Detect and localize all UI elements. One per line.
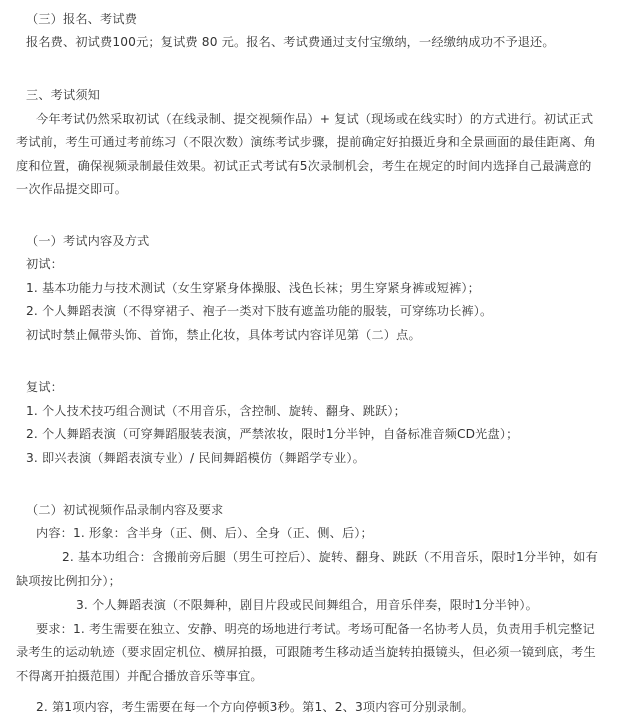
list-item: 2. 个人舞蹈表演（可穿舞蹈服装表演，严禁浓妆，限时1分半钟，自备标准音频CD光盘）； <box>26 427 519 441</box>
requirement-line: 不得离开拍摄范围）并配合播放音乐等事宜。 <box>16 669 263 683</box>
subheading-video-requirements: （二）初试视频作品录制内容及要求 <box>26 503 224 517</box>
requirement-line: 2. 第1项内容，考生需要在每一个方向停顿3秒。第1、2、3项内容可分别录制。 <box>36 700 474 714</box>
section-heading-fees: （三）报名、考试费 <box>26 12 138 26</box>
section-heading-exam-notice: 三、考试须知 <box>26 88 101 102</box>
fee-paragraph: 报名费、初试费100元；复试费 80 元。报名、考试费通过支付宝缴纳，一经缴纳成功不予退还。 <box>26 35 555 49</box>
content-line: 内容：1. 形象：含半身（正、侧、后）、全身（正、侧、后）； <box>36 526 373 540</box>
content-line: 3. 个人舞蹈表演（不限舞种，剧目片段或民间舞组合，用音乐伴奏，限时1分半钟）。 <box>76 598 538 612</box>
label-retest: 复试： <box>26 380 64 394</box>
paragraph-line: 今年考试仍然采取初试（在线录制、提交视频作品）+ 复试（现场或在线实时）的方式进行。初试正式 <box>36 112 594 126</box>
paragraph-line: 度和位置，确保视频录制最佳效果。初试正式考试有5次录制机会，考生在规定的时间内选择自己最满意的 <box>16 159 592 173</box>
requirement-line: 录考生的运动轨迹（要求固定机位、横屏拍摄，可跟随考生移动适当旋转拍摄镜头，但必须一镜到底，考生 <box>16 645 596 659</box>
note-line: 初试时禁止佩带头饰、首饰，禁止化妆，具体考试内容详见第（二）点。 <box>26 328 421 342</box>
label-preliminary: 初试： <box>26 257 64 271</box>
list-item: 3. 即兴表演（舞蹈表演专业）/ 民间舞蹈模仿（舞蹈学专业）。 <box>26 451 365 465</box>
list-item: 1. 个人技术技巧组合测试（不用音乐，含控制、旋转、翻身、跳跃）； <box>26 404 406 418</box>
list-item: 1. 基本功能力与技术测试（女生穿紧身体操服、浅色长袜；男生穿紧身裤或短裤）； <box>26 281 481 295</box>
requirement-line: 要求：1. 考生需要在独立、安静、明亮的场地进行考试。考场可配备一名协考人员，负责用手机完整记 <box>36 622 595 636</box>
content-line: 缺项按比例扣分）； <box>16 574 121 588</box>
paragraph-line: 考试前，考生可通过考前练习（不限次数）演练考试步骤，提前确定好拍摄近身和全景画面的最佳距离、角 <box>16 135 596 149</box>
paragraph-line: 一次作品提交即可。 <box>16 182 128 196</box>
content-line: 2. 基本功组合：含搬前旁后腿（男生可控后）、旋转、翻身、跳跃（不用音乐，限时1分半钟，如有 <box>62 550 598 564</box>
subheading-content-method: （一）考试内容及方式 <box>26 234 150 248</box>
list-item: 2. 个人舞蹈表演（不得穿裙子、袍子一类对下肢有遮盖功能的服装，可穿练功长裤）。 <box>26 304 493 318</box>
